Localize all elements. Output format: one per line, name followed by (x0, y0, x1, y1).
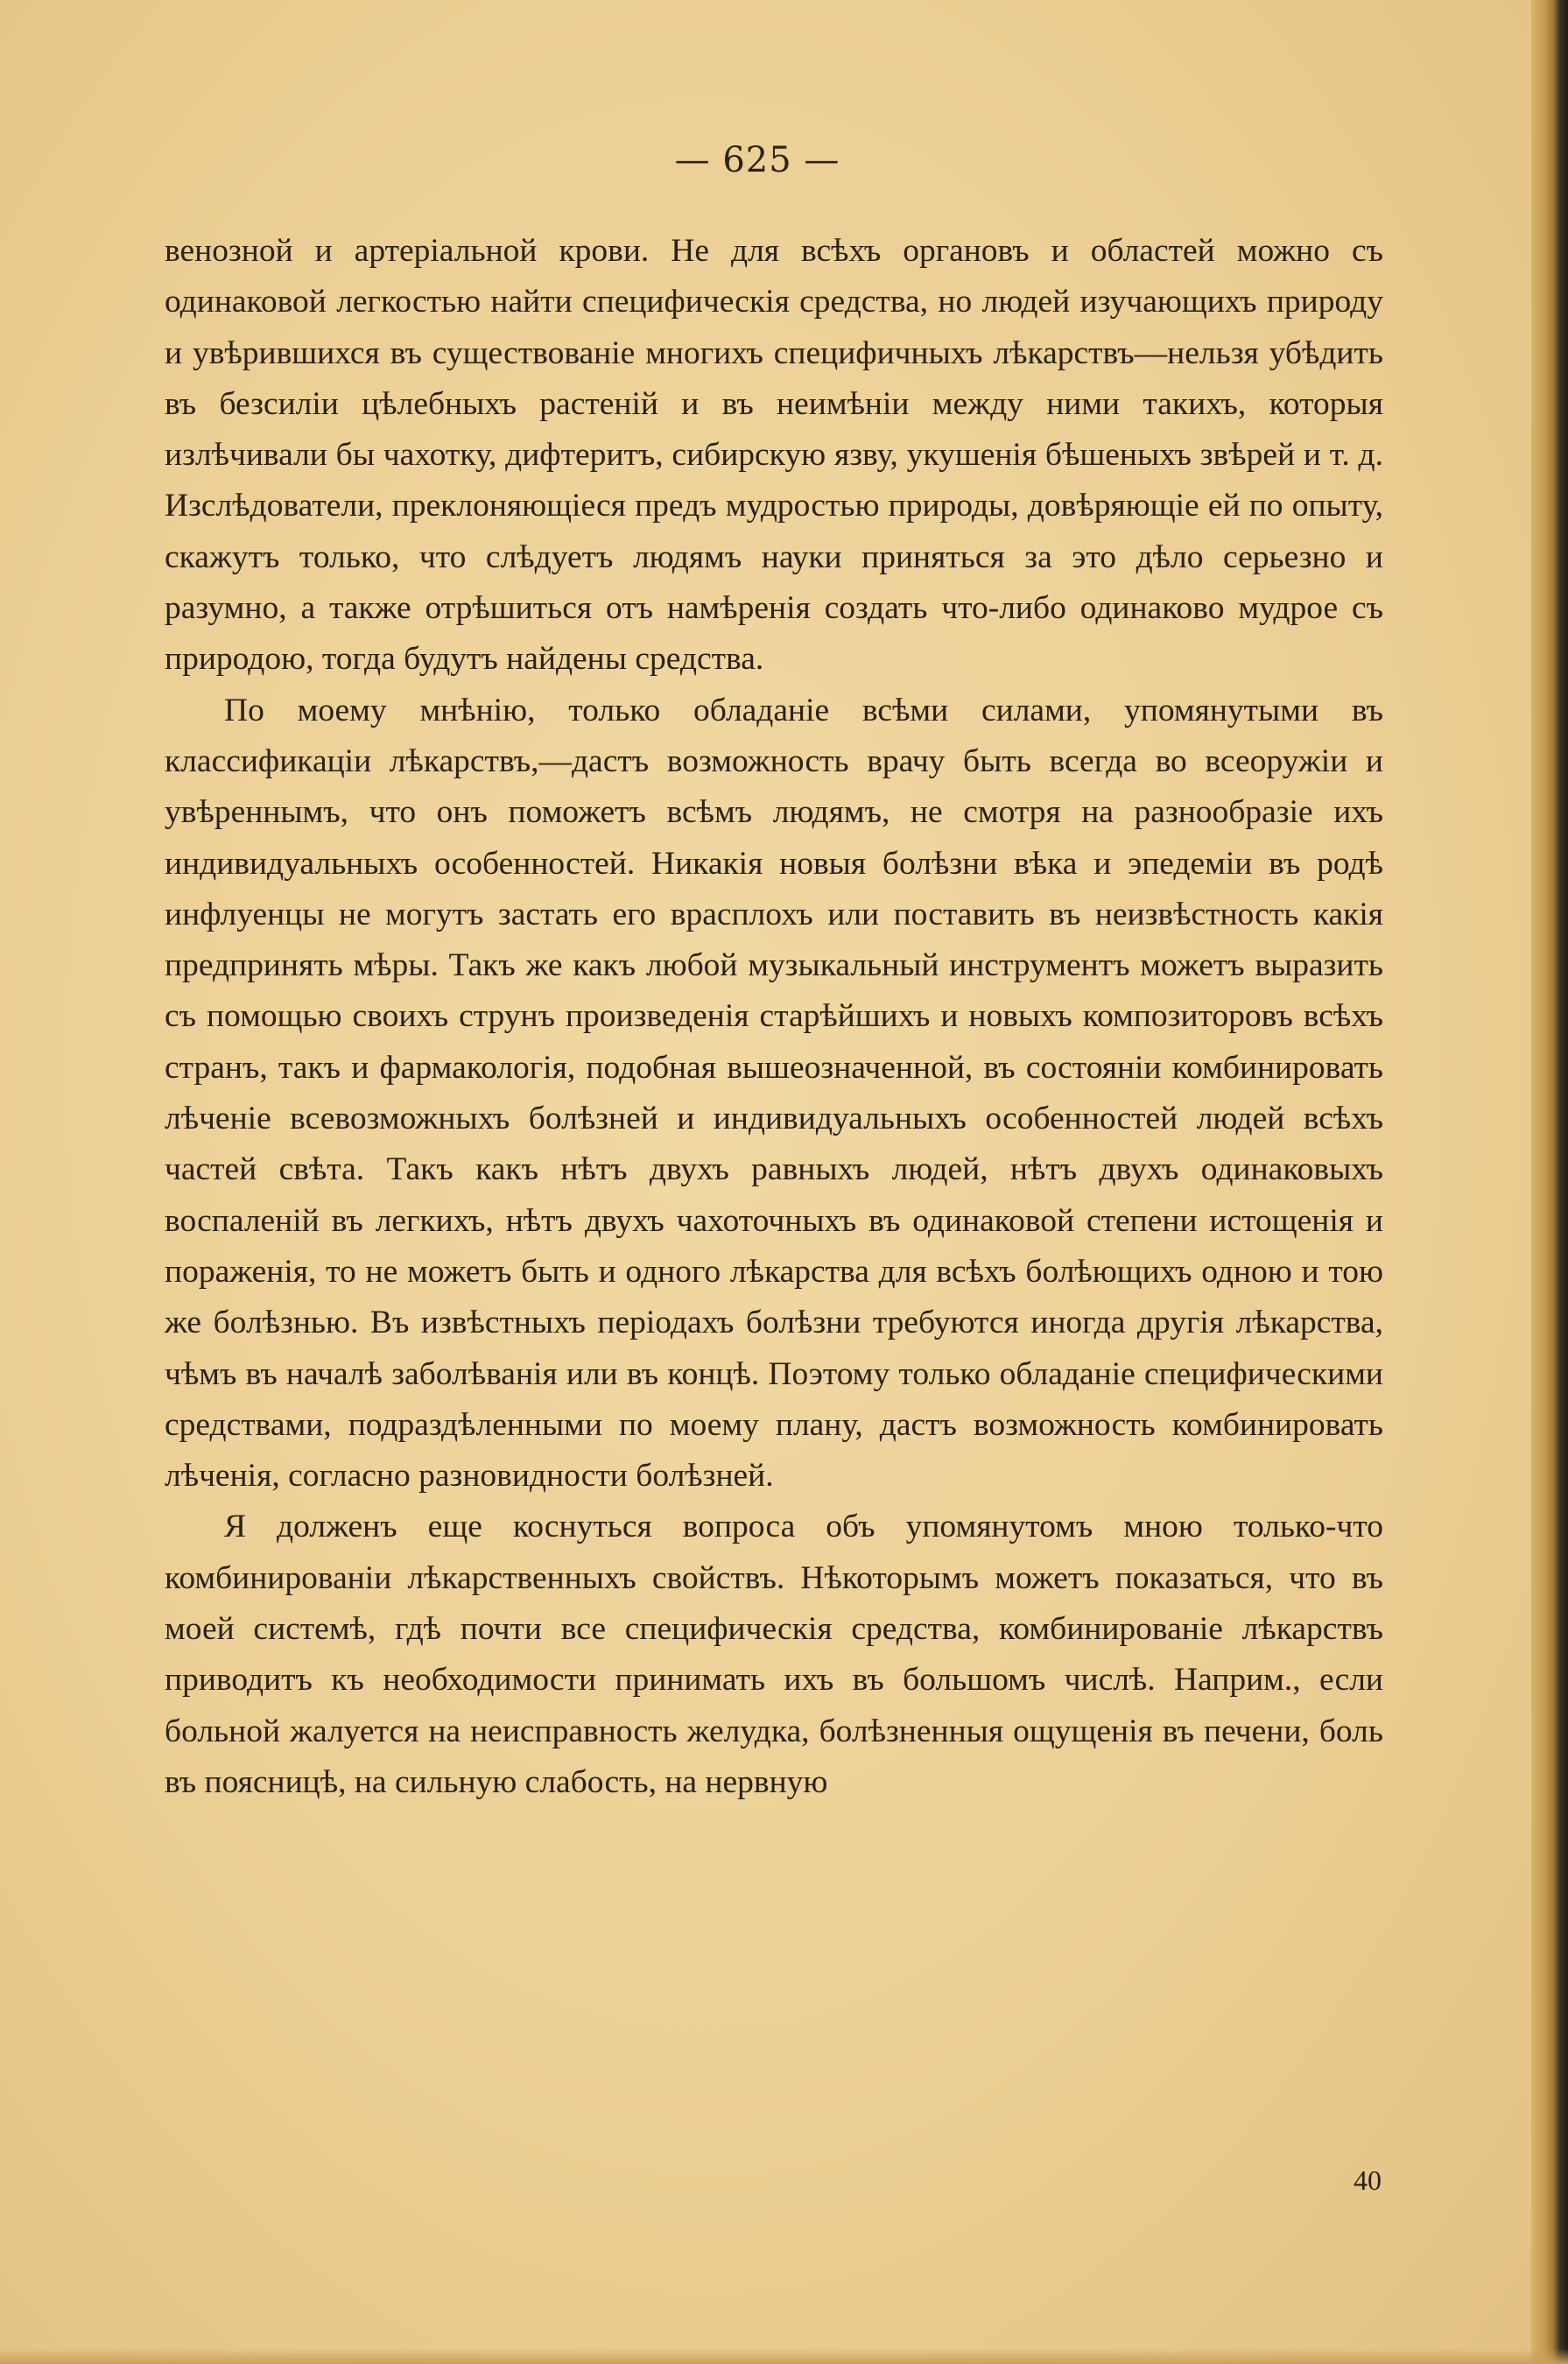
page-number: — 625 — (674, 140, 840, 180)
signature-mark: 40 (1354, 2164, 1382, 2196)
body-text (165, 226, 1383, 1808)
page-edge-right (1531, 0, 1568, 2364)
paragraph: Я долженъ еще коснуться вопроса объ упомянутомъ мною только-что комбинированіи лѣкарственныхъ свойствъ. Нѣкоторымъ можетъ показаться, что въ моей системѣ, гдѣ почти все специфическія средства, комбинированіе лѣкарствъ приводитъ къ необходимости принимать ихъ въ большомъ числѣ. Наприм., если больной жалуется на неисправность желудка, болѣзненныя ощущенія въ печени, боль въ поясницѣ, на сильную слабость, на нервную (165, 1509, 1383, 1800)
paragraph-continuation: венозной и артеріальной крови. Не для всѣхъ органовъ и областей можно съ одинаковой легкостью найти специфическія средства, но людей изучающихъ природу и увѣрившихся въ существованіе многихъ специфичныхъ лѣкарствъ—нельзя убѣдить въ безсиліи цѣлебныхъ растеній и въ неимѣніи между ними такихъ, которыя излѣчивали бы чахотку, дифтеритъ, сибирскую язву, укушенія бѣшеныхъ звѣрей и т. д. Изслѣдователи, преклоняющіеся предъ мудростью природы, довѣряющіе ей по опыту, скажутъ только, что слѣдуетъ людямъ науки приняться за это дѣло серьезно и разумно, а также отрѣшиться отъ намѣренія создать что-либо одинаково мудрое съ природою, тогда будутъ найдены средства. (165, 233, 1383, 678)
page-edge-bottom (0, 2348, 1568, 2364)
paragraph: По моему мнѣнію, только обладаніе всѣми силами, упомянутыми въ классификаціи лѣкарствъ,—дастъ возможность врачу быть всегда во всеоружіи и увѣреннымъ, что онъ поможетъ всѣмъ людямъ, не смотря на разнообразіе ихъ индивидуальныхъ особенностей. Никакія новыя болѣзни вѣка и эпедеміи въ родѣ инфлуенцы не могутъ застать его врасплохъ или поставить въ неизвѣстность какія предпринять мѣры. Такъ же какъ любой музыкальный инструментъ можетъ выразить съ помощью своихъ струнъ произведенія старѣйшихъ и новыхъ композиторовъ всѣхъ странъ, такъ и фармакологія, подобная вышеозначенной, въ состояніи комбинировать лѣченіе всевозможныхъ болѣзней и индивидуальныхъ особенностей людей всѣхъ частей свѣта. Такъ какъ нѣтъ двухъ равныхъ людей, нѣтъ двухъ одинаковыхъ воспаленій въ легкихъ, нѣтъ двухъ чахоточныхъ въ одинаковой степени истощенія и пораженія, то не можетъ быть и одного лѣкарства для всѣхъ болѣющихъ одною и тою же болѣзнью. Въ извѣстныхъ періодахъ болѣзни требуются иногда другія лѣкарства, чѣмъ въ началѣ заболѣванія или въ концѣ. Поэтому только обладаніе специфическими средствами, подраздѣленными по моему плану, дастъ возможность комбинировать лѣченія, согласно разновидности болѣзней. (165, 692, 1383, 1495)
